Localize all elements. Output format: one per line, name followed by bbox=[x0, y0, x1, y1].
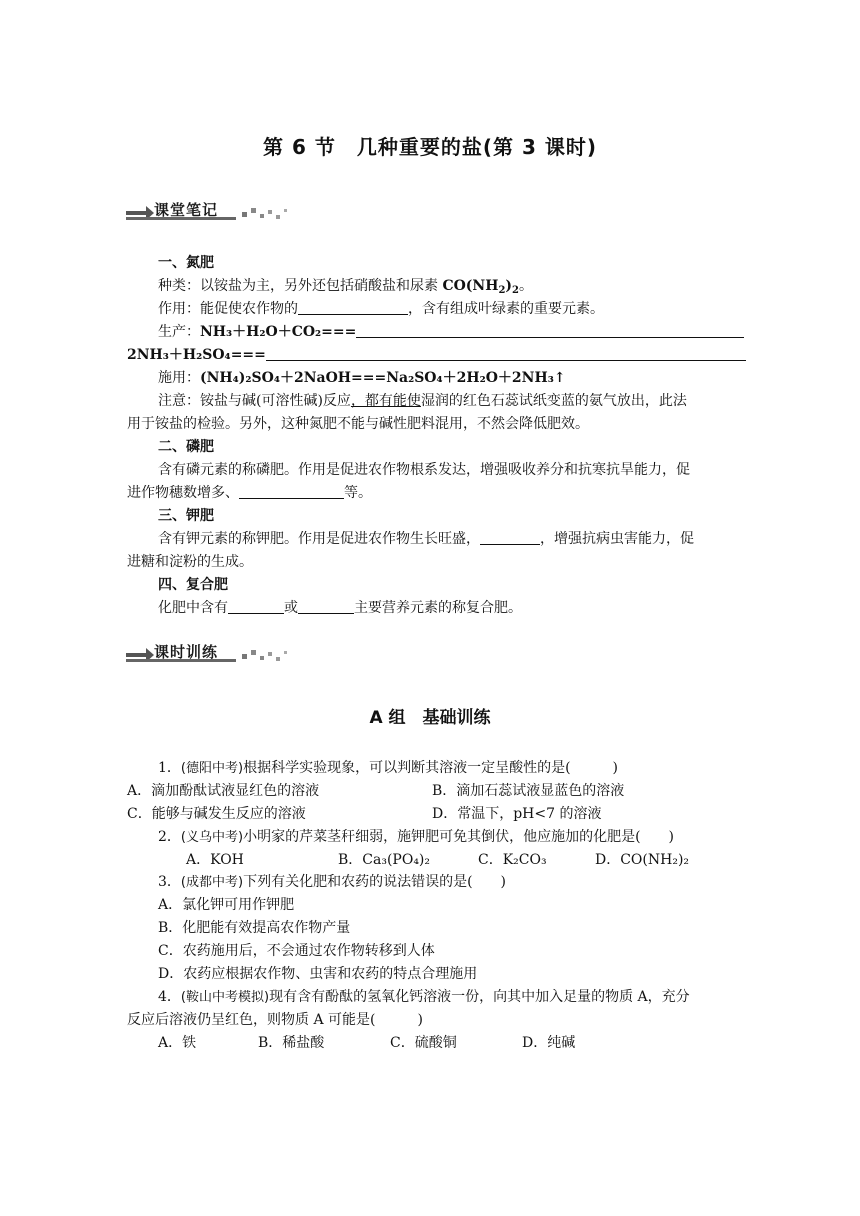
potassium-text-2: 进糖和淀粉的生成。 bbox=[127, 554, 253, 570]
nitrogen-heading: 一、氮肥 bbox=[158, 255, 214, 271]
phosphorus-heading: 二、磷肥 bbox=[158, 439, 214, 455]
group-title: A 组 基础训练 bbox=[369, 708, 491, 728]
answer-blank[interactable] bbox=[266, 346, 746, 361]
potassium-heading: 三、钾肥 bbox=[158, 508, 214, 524]
q4-option-d[interactable]: D．纯碱 bbox=[522, 1035, 576, 1051]
phosphorus-text: 含有磷元素的称磷肥。作用是促进农作物根系发达，增强吸收养分和抗寒抗旱能力，促 bbox=[158, 462, 690, 478]
q3-option-d[interactable]: D．农药应根据农作物、虫害和农药的特点合理施用 bbox=[158, 966, 478, 982]
nitrogen-production-2: 2NH₃＋H₂SO₄=== bbox=[127, 345, 746, 365]
question-3: 3．(成都中考)下列有关化肥和农药的说法错误的是( ) bbox=[158, 874, 507, 890]
nitrogen-production: 生产：NH₃＋H₂O＋CO₂=== bbox=[158, 322, 744, 342]
potassium-text: 含有钾元素的称钾肥。作用是促进农作物生长旺盛， ，增强抗病虫害能力，促 bbox=[158, 531, 694, 547]
answer-blank[interactable] bbox=[298, 599, 354, 614]
q1-option-c[interactable]: C．能够与碱发生反应的溶液 bbox=[127, 806, 306, 822]
question-2: 2．(义乌中考)小明家的芹菜茎秆细弱，施钾肥可免其倒伏，他应施加的化肥是( ) bbox=[158, 829, 675, 845]
q2-option-d[interactable]: D．CO(NH₂)₂ bbox=[595, 852, 690, 868]
q4-option-b[interactable]: B．稀盐酸 bbox=[258, 1035, 325, 1051]
answer-blank[interactable] bbox=[298, 300, 408, 315]
nitrogen-function: 作用：能促使农作物的 ，含有组成叶绿素的重要元素。 bbox=[158, 301, 604, 317]
phosphorus-text-2: 进作物穗数增多、 等。 bbox=[127, 485, 372, 501]
q1-option-d[interactable]: D．常温下，pH<7 的溶液 bbox=[432, 806, 602, 822]
q3-option-b[interactable]: B．化肥能有效提高农作物产量 bbox=[158, 920, 351, 936]
banner-label: 课堂笔记 bbox=[154, 201, 219, 219]
q4-option-a[interactable]: A．铁 bbox=[158, 1035, 197, 1051]
nitrogen-application: 施用：(NH₄)₂SO₄＋2NaOH===Na₂SO₄＋2H₂O＋2NH₃↑ bbox=[158, 370, 566, 386]
answer-blank[interactable] bbox=[228, 599, 284, 614]
compound-text: 化肥中含有 或 主要营养元素的称复合肥。 bbox=[158, 600, 522, 616]
banner-label: 课时训练 bbox=[154, 643, 219, 661]
section-banner-notes bbox=[124, 197, 292, 223]
section-banner-practice bbox=[124, 639, 292, 665]
nitrogen-note-2: 用于铵盐的检验。另外，这种氮肥不能与碱性肥料混用，不然会降低肥效。 bbox=[127, 416, 589, 432]
q2-option-b[interactable]: B．Ca₃(PO₄)₂ bbox=[338, 852, 431, 868]
answer-blank[interactable] bbox=[239, 484, 344, 499]
q3-option-c[interactable]: C．农药施用后，不会通过农作物转移到人体 bbox=[158, 943, 435, 959]
q2-option-c[interactable]: C．K₂CO₃ bbox=[478, 852, 547, 868]
q2-option-a[interactable]: A．KOH bbox=[186, 852, 244, 868]
nitrogen-note: 注意：铵盐与碱(可溶性碱)反应，都有能使湿润的红色石蕊试纸变蓝的氨气放出，此法 bbox=[158, 393, 687, 409]
question-4: 4．(鞍山中考模拟)现有含有酚酞的氢氧化钙溶液一份，向其中加入足量的物质 A，充分 bbox=[158, 989, 690, 1005]
question-4-cont: 反应后溶液仍呈红色，则物质 A 可能是( ) bbox=[127, 1012, 423, 1028]
answer-blank[interactable] bbox=[480, 530, 540, 545]
page-title: 第 6 节 几种重要的盐(第 3 课时) bbox=[263, 135, 597, 159]
question-1: 1．(德阳中考)根据科学实验现象，可以判断其溶液一定呈酸性的是( ) bbox=[158, 760, 619, 776]
q1-option-a[interactable]: A．滴加酚酞试液显红色的溶液 bbox=[127, 783, 320, 799]
q4-option-c[interactable]: C．硫酸铜 bbox=[390, 1035, 457, 1051]
q1-option-b[interactable]: B．滴加石蕊试液显蓝色的溶液 bbox=[432, 783, 625, 799]
answer-blank[interactable] bbox=[356, 323, 744, 338]
q3-option-a[interactable]: A．氯化钾可用作钾肥 bbox=[158, 897, 295, 913]
nitrogen-types: 种类：以铵盐为主，另外还包括硝酸盐和尿素 $CO(NH_2)_2$。 bbox=[158, 278, 534, 296]
compound-heading: 四、复合肥 bbox=[158, 577, 228, 593]
